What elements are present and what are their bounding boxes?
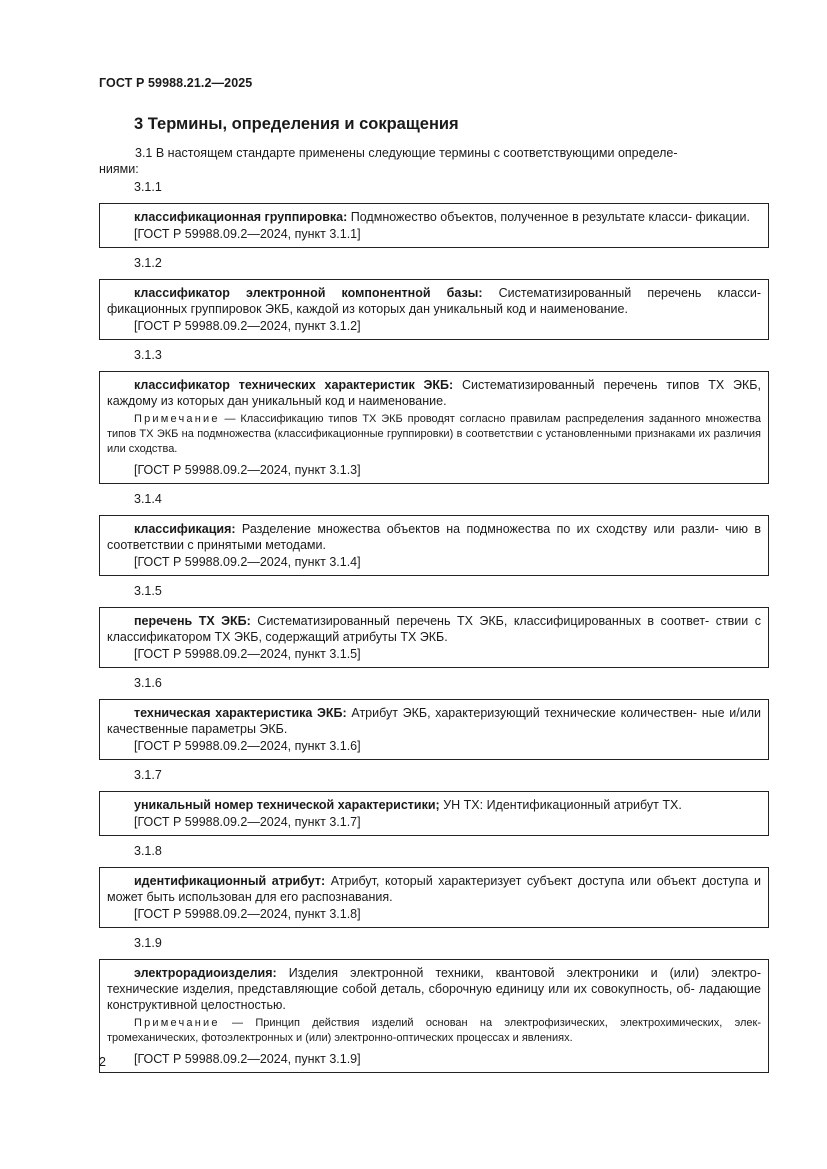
note-text: — Классификацию типов ТХ ЭКБ проводят согласно правилам распределения заданного множества типов ТХ ЭКБ на подмножества (классификационные группировки) в соответствии с установленными признаками их различия или сходства. xyxy=(107,413,761,455)
term-entry xyxy=(99,279,769,340)
term-entry xyxy=(99,371,769,484)
term-definition xyxy=(107,285,761,317)
term-source: [ГОСТ Р 59988.09.2—2024, пункт 3.1.3] xyxy=(134,463,361,477)
term-number: 3.1.3 xyxy=(134,348,162,362)
term-name: классификационная группировка: xyxy=(134,210,348,224)
intro-line-2: ниями: xyxy=(99,162,139,176)
term-entry xyxy=(99,203,769,248)
term-source: [ГОСТ Р 59988.09.2—2024, пункт 3.1.9] xyxy=(134,1052,361,1066)
term-source: [ГОСТ Р 59988.09.2—2024, пункт 3.1.5] xyxy=(134,647,361,661)
term-definition xyxy=(107,965,761,1013)
term-number: 3.1.8 xyxy=(134,844,162,858)
intro-line-1: 3.1 В настоящем стандарте применены следующие термины с соответствующими определе- xyxy=(135,146,678,160)
term-definition xyxy=(107,873,761,905)
term-name: перечень ТХ ЭКБ: xyxy=(134,614,251,628)
definition-text: Изделия электронной техники, квантовой электроники и (или) электро- технические изделия, представляющие собой деталь, сборочную единицу или их совокупность, об- ладающие конструктивной целостностью. xyxy=(107,966,761,1012)
definition-text: УН ТХ: Идентификационный атрибут ТХ. xyxy=(443,798,682,812)
term-definition xyxy=(107,613,761,645)
term-source: [ГОСТ Р 59988.09.2—2024, пункт 3.1.2] xyxy=(134,319,361,333)
term-definition xyxy=(107,705,761,737)
definition-text: Атрибут ЭКБ, характеризующий технические количествен- ные и/или качественные параметры ЭКБ. xyxy=(107,706,761,736)
term-name: электрорадиоизделия: xyxy=(134,966,277,980)
term-definition xyxy=(107,377,761,409)
term-number: 3.1.1 xyxy=(134,180,162,194)
term-entry xyxy=(99,791,769,836)
term-source: [ГОСТ Р 59988.09.2—2024, пункт 3.1.7] xyxy=(134,815,361,829)
term-definition xyxy=(107,521,761,553)
term-name: классификатор электронной компонентной базы: xyxy=(134,286,483,300)
section-intro xyxy=(99,145,768,177)
definition-text: Систематизированный перечень типов ТХ ЭКБ, каждому из которых дан уникальный код и наименование. xyxy=(107,378,761,408)
definition-text: Разделение множества объектов на подмножества по их сходству или разли- чию в соответствии с принятыми методами. xyxy=(107,522,761,552)
term-source: [ГОСТ Р 59988.09.2—2024, пункт 3.1.1] xyxy=(134,227,361,241)
term-source: [ГОСТ Р 59988.09.2—2024, пункт 3.1.4] xyxy=(134,555,361,569)
note-label: Примечание xyxy=(134,1017,220,1029)
term-number: 3.1.4 xyxy=(134,492,162,506)
term-name: техническая характеристика ЭКБ: xyxy=(134,706,347,720)
terms-list xyxy=(99,179,769,1080)
term-entry xyxy=(99,959,769,1073)
term-entry xyxy=(99,867,769,928)
definition-text: Подмножество объектов, полученное в результате класси- фикации. xyxy=(350,210,751,224)
term-note xyxy=(107,1016,761,1046)
definition-text: Атрибут, который характеризует субъект доступа или объект доступа и может быть использован для его распознавания. xyxy=(107,874,761,904)
term-entry xyxy=(99,607,769,668)
definition-text: Систематизированный перечень ТХ ЭКБ, классифицированных в соответ- ствии с классификатором ТХ ЭКБ, содержащий атрибуты ТХ ЭКБ. xyxy=(107,614,761,644)
definition-text: Систематизированный перечень класси- фикационных группировок ЭКБ, каждой из которых дан уникальный код и наименование. xyxy=(107,286,761,316)
note-text: — Принцип действия изделий основан на электрофизических, электрохимических, элек- тромеханических, фотоэлектронных и (или) электронно-оптических процессах и явлениях. xyxy=(107,1017,762,1044)
term-number: 3.1.9 xyxy=(134,936,162,950)
term-entry xyxy=(99,699,769,760)
term-source: [ГОСТ Р 59988.09.2—2024, пункт 3.1.6] xyxy=(134,739,361,753)
document-code: ГОСТ Р 59988.21.2—2025 xyxy=(99,76,253,90)
term-name: классификатор технических характеристик ЭКБ: xyxy=(134,378,454,392)
term-entry xyxy=(99,515,769,576)
term-note xyxy=(107,412,761,457)
term-name: уникальный номер технической характеристики; xyxy=(134,798,440,812)
term-name: идентификационный атрибут: xyxy=(134,874,326,888)
term-name: классификация: xyxy=(134,522,236,536)
term-source: [ГОСТ Р 59988.09.2—2024, пункт 3.1.8] xyxy=(134,907,361,921)
term-number: 3.1.5 xyxy=(134,584,162,598)
page-number: 2 xyxy=(99,1055,106,1069)
note-label: Примечание xyxy=(134,413,220,425)
term-definition xyxy=(107,797,761,813)
term-number: 3.1.2 xyxy=(134,256,162,270)
section-title: 3 Термины, определения и сокращения xyxy=(134,115,459,133)
term-number: 3.1.7 xyxy=(134,768,162,782)
term-definition xyxy=(107,209,761,225)
term-number: 3.1.6 xyxy=(134,676,162,690)
